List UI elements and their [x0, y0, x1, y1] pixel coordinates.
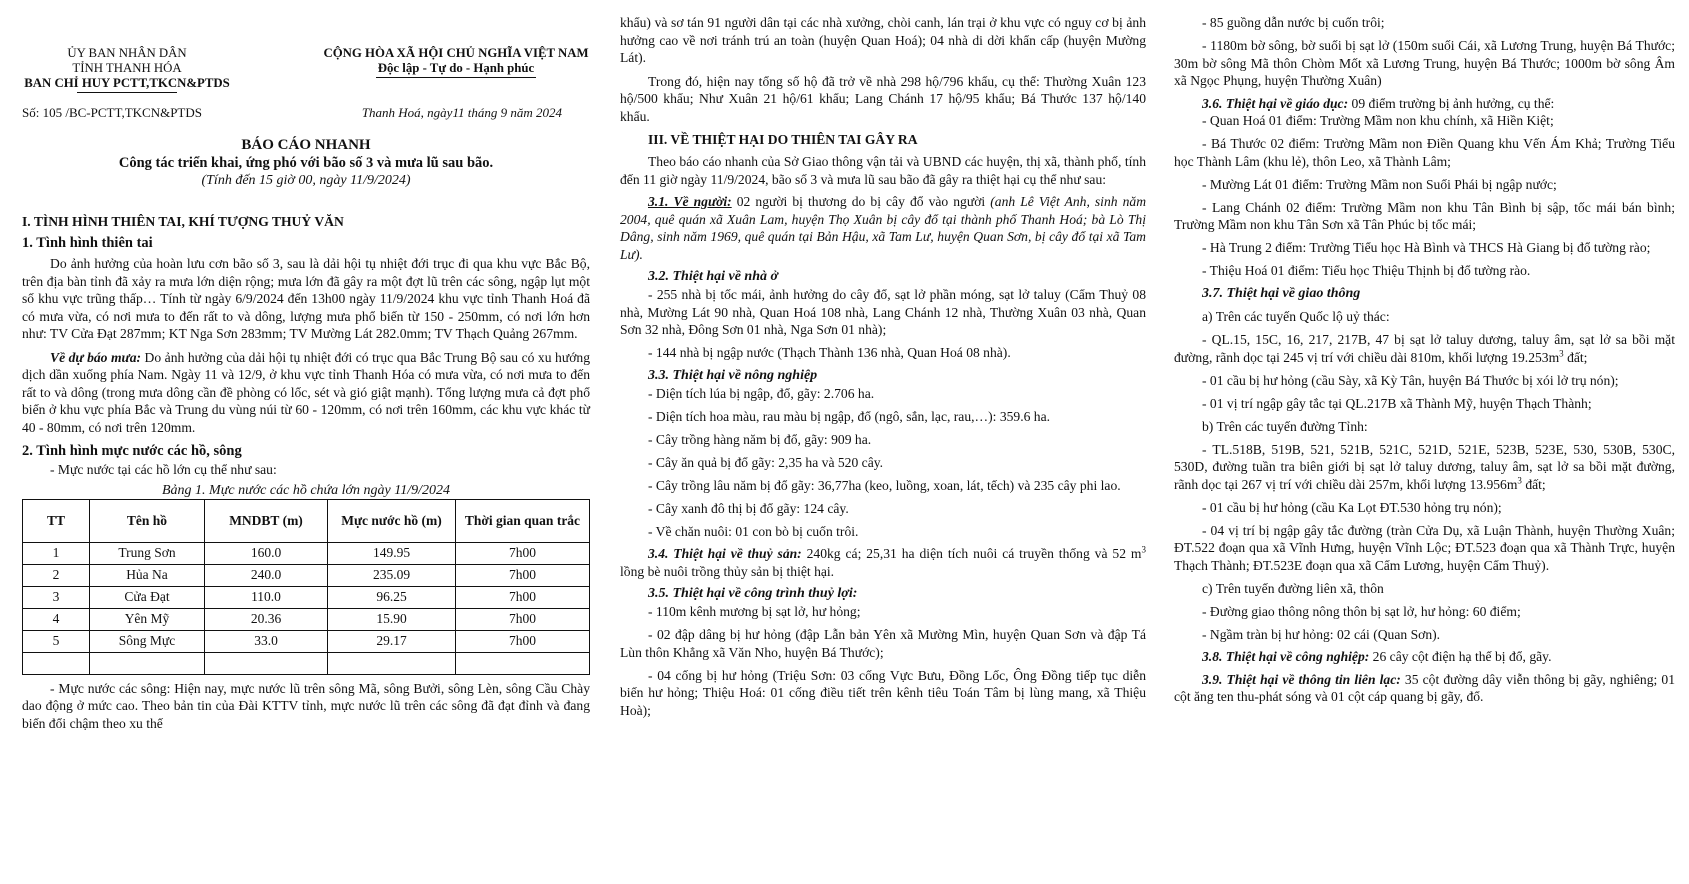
table-cell: 5 — [23, 630, 90, 652]
table-row-empty — [23, 652, 590, 674]
damage-people-paragraph — [620, 193, 1146, 263]
table-cell: Hủa Na — [90, 564, 205, 586]
table-row — [23, 630, 590, 652]
table-cell — [205, 652, 328, 674]
table-cell: Yên Mỹ — [90, 608, 205, 630]
evacuation-continuation: khẩu) và sơ tán 91 người dân tại các nhà xưởng, chòi canh, lán trại ở khu vực có nguy cơ bị ảnh hưởng cao về nơi tránh trú an toàn (huyện Quan Hoá); 04 nhà di dời khẩn cấp (huyện Mường Lát). — [620, 15, 1146, 65]
table-caption: Bảng 1. Mực nước các hồ chứa lớn ngày 11/9/2024 — [162, 482, 450, 498]
section-3-heading: III. VỀ THIỆT HẠI DO THIÊN TAI GÂY RA — [648, 132, 918, 147]
national-motto — [322, 46, 590, 93]
nation-line-2: Độc lập - Tự do - Hạnh phúc — [377, 61, 535, 75]
education-intro-text: 09 điểm trường bị ảnh hưởng, cụ thể: — [1348, 95, 1555, 111]
table-cell: 3 — [23, 586, 90, 608]
lake-levels-table — [22, 499, 590, 675]
rain-forecast-paragraph — [22, 349, 590, 437]
rain-forecast-label: Về dự báo mưa: — [50, 349, 142, 365]
commune-roads-heading: c) Trên tuyến đường liên xã, thôn — [1202, 580, 1384, 596]
table-header-cell: Thời gian quan trắc — [456, 499, 590, 542]
provincial-roads-heading: b) Trên các tuyến đường Tỉnh: — [1202, 418, 1368, 434]
agency-underline — [77, 92, 177, 93]
table-row — [23, 564, 590, 586]
list-item: - Cây trồng hàng năm bị đổ, gãy: 909 ha. — [648, 431, 872, 447]
irrigation-damage-list — [620, 603, 1146, 719]
place-and-date: Thanh Hoá, ngày11 tháng 9 năm 2024 — [361, 105, 562, 120]
table-cell — [23, 652, 90, 674]
table-body — [23, 542, 590, 674]
list-item: - 04 cống bị hư hỏng (Triệu Sơn: 03 cống Vực Bưu, Đồng Lốc, Ông Đồng tiếp tục diễn biến hư hỏng; Thiệu Hoá: 01 cống điều tiết trên kênh tiêu Toán Tâm bị lùng mang, xã Thiệu Hoà); — [620, 667, 1146, 718]
national-roads-heading: a) Trên các tuyến Quốc lộ uỷ thác: — [1202, 309, 1390, 324]
list-item: - Quan Hoá 01 điểm: Trường Mầm non khu chính, xã Hiền Kiệt; — [1202, 113, 1554, 128]
table-row — [23, 608, 590, 630]
page-column-1 — [0, 0, 600, 884]
agency-line-2: TỈNH THANH HÓA — [72, 61, 182, 75]
housing-damage-list — [620, 286, 1146, 362]
heading-3-4: 3.4. Thiệt hại về thuỷ sản: — [648, 546, 802, 561]
national-roads-landslide-text: - QL.15, 15C, 16, 217, 217B, 47 bị sạt lở taluy dương, taluy âm, sạt lở sa bồi mặt đường, rãnh dọc tại 245 vị trí với chiều dài 810m, khối lượng 19.253m — [1174, 332, 1675, 365]
heading-3-2: 3.2. Thiệt hại về nhà ở — [648, 269, 779, 284]
report-title-block — [22, 136, 590, 189]
agency-line-3: BAN CHỈ HUY PCTT,TKCN&PTDS — [24, 76, 230, 90]
table-cell: 20.36 — [205, 608, 328, 630]
page-column-2 — [614, 0, 1154, 884]
list-item: - Hà Trung 2 điểm: Trường Tiểu học Hà Bình và THCS Hà Giang bị đổ tường rào; — [1202, 240, 1651, 255]
table-cell: 7h00 — [456, 542, 590, 564]
list-item: - Về chăn nuôi: 01 con bò bị cuốn trôi. — [648, 523, 859, 539]
fisheries-text-end: lồng bè nuôi trồng thủy sản bị thiệt hại. — [620, 563, 835, 579]
section-1-heading: I. TÌNH HÌNH THIÊN TAI, KHÍ TƯỢNG THUỶ VĂN — [22, 214, 344, 229]
people-injured-details: (anh Lê Việt Anh, sinh năm 2004, quê quán xã Xuân Lam, huyện Thọ Xuân bị cây đổ tại thành phố Thanh Hoá; bà Lò Thị Dâng, sinh năm 1969, quê quán tại Bản Hậu, xã Tam Lư, huyện Quan Sơn, bị cây đổ tại xã Tam Lư). — [620, 194, 1147, 262]
table-cell: 235.09 — [328, 564, 456, 586]
irrigation-damage-continued — [1174, 14, 1675, 90]
table-header-row — [23, 499, 590, 542]
lake-levels-intro: - Mực nước tại các hồ lớn cụ thể như sau: — [50, 462, 277, 477]
subsection-2-heading: 2. Tình hình mực nước các hồ, sông — [22, 443, 242, 459]
agency-line-1: ỦY BAN NHÂN DÂN — [67, 46, 187, 60]
list-item: - Thiệu Hoá 01 điểm: Tiểu học Thiệu Thịnh bị đổ tường rào. — [1202, 263, 1531, 278]
table-cell: 110.0 — [205, 586, 328, 608]
provincial-roads-landslide-end: đất; — [1521, 476, 1546, 492]
list-item: - Lang Chánh 02 điểm: Trường Mầm non khu Tân Bình bị sập, tốc mái bán bình; Trường Mầm non khu Tân Sơn xã Tân Phúc bị tốc mái; — [1174, 199, 1675, 232]
table-cell: 4 — [23, 608, 90, 630]
table-cell: 33.0 — [205, 630, 328, 652]
nation-line-1: CỘNG HÒA XÃ HỘI CHỦ NGHĨA VIỆT NAM — [323, 46, 589, 60]
table-cell: 7h00 — [456, 564, 590, 586]
table-cell: 7h00 — [456, 586, 590, 608]
list-item: - Cây xanh đô thị bị đổ gãy: 124 cây. — [648, 500, 849, 516]
telecom-damage-paragraph — [1174, 671, 1675, 706]
list-item: - Diện tích hoa màu, rau màu bị ngập, đổ (ngô, sắn, lạc, rau,…): 359.6 ha. — [648, 408, 1051, 424]
rain-forecast-text: Do ảnh hưởng của dải hội tụ nhiệt đới có trục qua Bắc Trung Bộ sau có xu hướng dịch dần xuống phía Nam. Ngày 11 và 12/9, ở khu vực tỉnh Thanh Hóa có mưa vừa, có nơi mưa to đến rất to và dông (trong mưa dông cần đề phòng có lốc, sét và gió giật mạnh). Tổng lượng mưa cả đợt phổ biến ở khu vực phía Bắc và Trung du vùng núi từ 60 - 120mm, có nơi trên 160mm, các khu vực khác từ 40 - 80mm, có nơi trên 120mm. — [22, 349, 590, 435]
table-cell: 1 — [23, 542, 90, 564]
list-item: - Ngầm tràn bị hư hỏng: 02 cái (Quan Sơn). — [1202, 626, 1441, 642]
table-cell — [90, 652, 205, 674]
list-item: - Đường giao thông nông thôn bị sạt lở, hư hỏng: 60 điểm; — [1202, 603, 1521, 619]
list-item: - 01 cầu bị hư hỏng (cầu Ka Lọt ĐT.530 hỏng trụ nón); — [1202, 499, 1502, 515]
telecom-damage-text: 35 cột đường dây viễn thông bị gãy, nghiêng; 01 cột ăng ten thu-phát sóng và 01 cột cáp quang bị gãy, đổ. — [1174, 671, 1676, 704]
report-subtitle: Công tác triển khai, ứng phó với bão số 3 và mưa lũ sau bão. — [118, 155, 494, 171]
table-cell: Trung Sơn — [90, 542, 205, 564]
list-item: - 01 vị trí ngập gây tắc tại QL.217B xã Thành Mỹ, huyện Thạch Thành; — [1202, 395, 1592, 411]
list-item: - Bá Thước 02 điểm: Trường Mầm non Điền Quang khu Vến Ám Khả; Trường Tiểu học Thành Lâm (khu lẻ), thôn Leo, xã Thành Lâm; — [1174, 136, 1675, 169]
list-item: - 144 nhà bị ngập nước (Thạch Thành 136 nhà, Quan Hoá 08 nhà). — [648, 345, 1011, 360]
list-item: - 110m kênh mương bị sạt lở, hư hỏng; — [648, 604, 861, 619]
table-cell: 7h00 — [456, 630, 590, 652]
table-header-cell: Mực nước hồ (m) — [328, 499, 456, 542]
heading-3-3: 3.3. Thiệt hại về nông nghiệp — [648, 367, 818, 383]
list-item: - 85 guồng dẫn nước bị cuốn trôi; — [1202, 15, 1385, 30]
table-cell: 15.90 — [328, 608, 456, 630]
table-cell: 7h00 — [456, 608, 590, 630]
table-cell: Sông Mực — [90, 630, 205, 652]
fisheries-damage-paragraph — [620, 545, 1146, 580]
table-cell: 2 — [23, 564, 90, 586]
superscript-3: 3 — [1517, 474, 1522, 485]
heading-3-9: 3.9. Thiệt hại về thông tin liên lạc: — [1202, 671, 1401, 687]
table-header-cell: Tên hồ — [90, 499, 205, 542]
superscript-3: 3 — [1559, 347, 1564, 358]
damage-intro-paragraph: Theo báo cáo nhanh của Sở Giao thông vận tải và UBND các huyện, thị xã, thành phố, tính đến 11 giờ ngày 11/9/2024, bão số 3 và mưa lũ sau bão đã gây ra thiệt hại cụ thể như sau: — [620, 154, 1146, 187]
heading-3-8: 3.8. Thiệt hại về công nghiệp: — [1202, 649, 1370, 664]
table-header-cell: TT — [23, 499, 90, 542]
list-item: - 1180m bờ sông, bờ suối bị sạt lở (150m suối Cái, xã Lương Trung, huyện Bá Thước; 30m bờ sông Mã thôn Chòm Mốt xã Lương Trung, huyện Bá Thước; 1000m bờ sông Âm xã Ngọc Phụng, huyện Thường Xuân) — [1174, 38, 1675, 88]
list-item: - Cây ăn quả bị đổ gãy: 2,35 ha và 520 cây. — [648, 454, 884, 470]
education-damage-intro — [1174, 95, 1675, 113]
national-roads-landslide-end: đất; — [1563, 349, 1588, 365]
river-levels-paragraph: - Mực nước các sông: Hiện nay, mực nước lũ trên sông Mã, sông Bưởi, sông Lèn, sông Cầu Chày dao động ở mức cao. Theo bản tin của Đài KTTV tỉnh, mực nước lũ trên các sông đã đạt đỉnh và đang biến đổi chậm theo xu thế — [22, 680, 590, 731]
table-cell: 240.0 — [205, 564, 328, 586]
document-header — [22, 46, 590, 93]
table-header-cell: MNDBT (m) — [205, 499, 328, 542]
subsection-1-heading: 1. Tình hình thiên tai — [22, 235, 153, 251]
table-cell: 29.17 — [328, 630, 456, 652]
heading-3-7: 3.7. Thiệt hại về giao thông — [1202, 285, 1361, 301]
industry-damage-text: 26 cây cột điện hạ thế bị đổ, gãy. — [1369, 649, 1552, 664]
people-injured-text: 02 người bị thương do bị cây đổ vào người — [731, 194, 991, 209]
list-item: - 02 đập dâng bị hư hỏng (đập Lẫn bản Yên xã Mường Mìn, huyện Quan Sơn và đập Tá Lùn thôn Khẳng xã Văn Nho, huyện Bá Thước); — [620, 627, 1146, 660]
heading-3-5: 3.5. Thiệt hại về công trình thuỷ lợi: — [648, 586, 858, 601]
education-damage-list — [1174, 112, 1675, 280]
document-number: Số: 105 /BC-PCTT,TKCN&PTDS — [22, 105, 202, 120]
page-column-3 — [1168, 0, 1689, 884]
provincial-roads-landslide-text: - TL.518B, 519B, 521, 521B, 521C, 521D, 521E, 523B, 523E, 530, 530B, 530C, 530D, đường tuần tra biên giới bị sạt lở taluy dương, taluy âm, sạt lở sa bồi mặt đường, rãnh dọc tại 267 vị trí với chiều dài 257m, khối lượng 13.956m — [1174, 441, 1675, 492]
table-cell: Cửa Đạt — [90, 586, 205, 608]
fisheries-text: 240kg cá; 25,31 ha diện tích nuôi cá truyền thống và 52 m — [801, 546, 1142, 561]
table-row — [23, 542, 590, 564]
list-item — [1174, 331, 1675, 366]
reference-line — [22, 105, 590, 121]
disaster-situation-paragraph: Do ảnh hưởng của hoàn lưu cơn bão số 3, sau là dải hội tụ nhiệt đới trục đi qua khu vực Bắc Bộ, trên địa bàn tỉnh đã xảy ra mưa lớn diện rộng; mưa lớn đã gây ra một đợt lũ trên các sông, ngập lụt một số khu vực trũng thấp… Tính từ ngày 6/9/2024 đến 13h00 ngày 11/9/2024 khu vực tỉnh Thanh Hoá đã có mưa vừa, có nơi mưa to đến rất to và dông, lượng mưa phổ biến từ 150 - 250mm, có nơi lớn hơn như: TV Cửa Đạt 287mm; KT Nga Sơn 283mm; TV Mường Lát 282.0mm; TV Thạch Quảng 267mm. — [22, 256, 590, 341]
superscript-3: 3 — [1141, 544, 1146, 555]
industry-damage-paragraph — [1174, 648, 1675, 666]
list-item: - Mường Lát 01 điểm: Trường Mầm non Suối Phái bị ngập nước; — [1202, 176, 1557, 192]
table-cell: 160.0 — [205, 542, 328, 564]
report-title: BÁO CÁO NHANH — [241, 137, 371, 153]
issuing-agency — [22, 46, 232, 93]
table-cell — [328, 652, 456, 674]
table-cell — [456, 652, 590, 674]
table-row — [23, 586, 590, 608]
heading-3-1: 3.1. Về người: — [648, 194, 732, 209]
list-item: - Diện tích lúa bị ngập, đổ, gãy: 2.706 ha. — [648, 385, 875, 401]
table-cell: 96.25 — [328, 586, 456, 608]
list-item: - Cây trồng lâu năm bị đổ gãy: 36,77ha (keo, luồng, xoan, lát, tếch) và 235 cây phi lao. — [648, 477, 1121, 493]
agriculture-damage-list — [620, 385, 1146, 541]
list-item: - 01 cầu bị hư hỏng (cầu Sày, xã Kỳ Tân, huyện Bá Thước bị xói lở trụ nón); — [1202, 372, 1619, 388]
heading-3-6: 3.6. Thiệt hại về giáo dục: — [1202, 95, 1349, 111]
table-cell: 149.95 — [328, 542, 456, 564]
report-cutoff-note: (Tính đến 15 giờ 00, ngày 11/9/2024) — [201, 173, 411, 188]
list-item — [1174, 441, 1675, 494]
motto-underline — [376, 77, 536, 78]
list-item: - 04 vị trí bị ngập gây tắc đường (tràn Cửa Dụ, xã Luận Thành, huyện Thường Xuân; ĐT.522 đoạn qua xã Vĩnh Hưng, huyện Vĩnh Lộc; ĐT.523 đoạn qua xã Thành Trực, huyện Thạch Thành; ĐT.523E đoạn qua xã Cẩm Lương, huyện Cẩm Thuỷ). — [1174, 522, 1675, 573]
households-returned-paragraph: Trong đó, hiện nay tổng số hộ đã trở về nhà 298 hộ/796 khẩu, cụ thể: Thường Xuân 123 hộ/500 khẩu; Như Xuân 21 hộ/61 khẩu; Lang Chánh 17 hộ/95 khẩu; Bá Thước 137 hộ/140 khẩu. — [620, 73, 1146, 124]
list-item: - 255 nhà bị tốc mái, ảnh hưởng do cây đổ, sạt lở phần móng, sạt lở taluy (Cẩm Thuỷ 08 nhà, Mường Lát 90 nhà, Quan Hoá 108 nhà, Lang Chánh 12 nhà, Thường Xuân 03 nhà, Quan Sơn 32 nhà, Đông Sơn 01 nhà, Nga Sơn 01 nhà); — [620, 287, 1146, 337]
